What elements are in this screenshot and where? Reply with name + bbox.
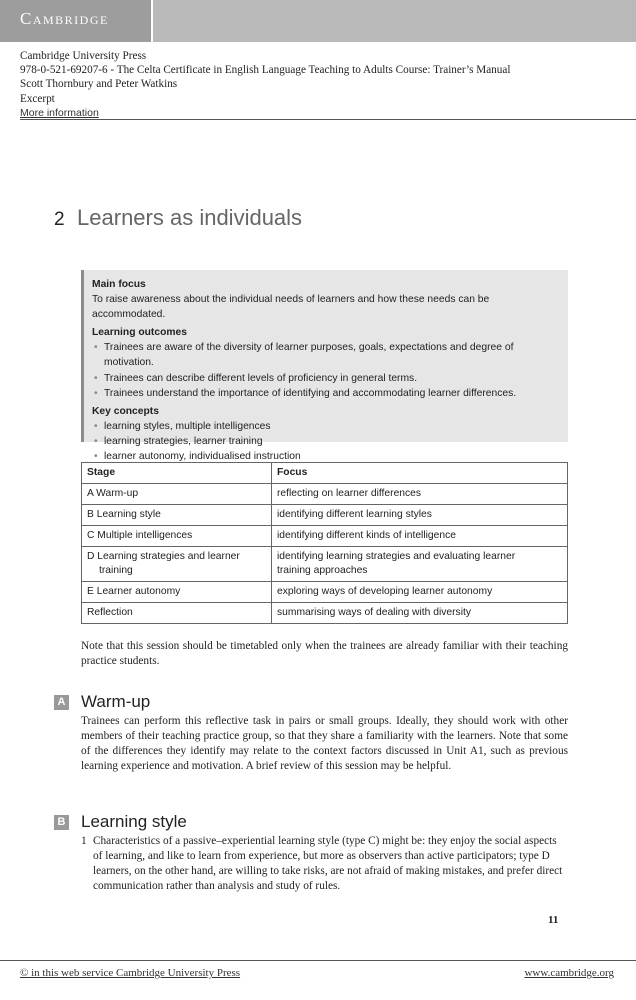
- chapter-title: Learners as individuals: [77, 205, 303, 230]
- more-information-link[interactable]: More information: [20, 106, 99, 119]
- main-focus-text: To raise awareness about the individual needs of learners and how these needs can be accommodated.: [92, 294, 490, 320]
- stage-cell: Reflection: [82, 603, 272, 624]
- website-link[interactable]: www.cambridge.org: [524, 967, 614, 979]
- focus-cell: summarising ways of dealing with diversity: [272, 603, 568, 624]
- table-row: [82, 526, 568, 547]
- header-divider: [20, 119, 636, 120]
- table-row: [82, 603, 568, 624]
- table-row: [82, 505, 568, 526]
- publisher-line: Cambridge University Press: [20, 50, 147, 62]
- outcomes-list: [92, 340, 560, 402]
- section-title: Learning style: [81, 812, 187, 831]
- stages-table: [81, 462, 568, 624]
- concepts-heading: Key concepts: [92, 405, 159, 417]
- main-focus-heading: Main focus: [92, 279, 146, 290]
- excerpt-line: Excerpt: [20, 92, 55, 105]
- logo-box: [0, 0, 153, 42]
- focus-cell: identifying different learning styles: [272, 505, 568, 526]
- list-item: • Trainees can describe different levels of proficiency in general terms.: [92, 371, 560, 386]
- table-row: [82, 582, 568, 603]
- focus-cell: [272, 547, 568, 582]
- isbn-title-line: 978-0-521-69207-6 - The Celta Certificate in English Language Teaching to Adults Course: Trainer’s Manual: [20, 64, 511, 77]
- header-bar: [0, 0, 636, 42]
- list-item: • learner autonomy, individualised instruction: [92, 449, 560, 464]
- focus-cell: exploring ways of developing learner autonomy: [272, 582, 568, 603]
- section-letter-badge: A: [54, 695, 69, 710]
- outcomes-heading: Learning outcomes: [92, 327, 187, 338]
- section-b-heading: [54, 812, 187, 832]
- table-row: [82, 547, 568, 582]
- concepts-list: [92, 419, 560, 465]
- list-item: • learning styles, multiple intelligences: [92, 419, 560, 434]
- section-b-item: [81, 834, 568, 894]
- focus-cell: reflecting on learner differences: [272, 484, 568, 505]
- stage-cell: [82, 547, 272, 582]
- authors-line: Scott Thornbury and Peter Watkins: [20, 78, 178, 91]
- stage-cell: A Warm-up: [82, 484, 272, 505]
- chapter-heading: [54, 205, 302, 231]
- list-item: • Trainees understand the importance of identifying and accommodating learner differences.: [92, 386, 560, 401]
- list-item: • learning strategies, learner training: [92, 434, 560, 449]
- focus-cell-line: identifying learning strategies and evaluating learner: [277, 551, 516, 562]
- table-header-row: [82, 463, 568, 484]
- stage-cell: B Learning style: [82, 505, 272, 526]
- stage-cell: C Multiple intelligences: [82, 526, 272, 547]
- list-item: • Trainees are aware of the diversity of learner purposes, goals, expectations and degree of motivation.: [92, 340, 560, 371]
- focus-cell-line: training approaches: [277, 565, 368, 576]
- stage-cell-line: training: [99, 565, 133, 576]
- stage-cell-line: D Learning strategies and learner: [87, 551, 240, 562]
- stage-cell: E Learner autonomy: [82, 582, 272, 603]
- page-number: 11: [548, 914, 559, 926]
- section-letter-badge: B: [54, 815, 69, 830]
- focus-header: Focus: [272, 463, 568, 484]
- chapter-number: 2: [54, 209, 65, 230]
- copyright-link[interactable]: © in this web service Cambridge University Press: [20, 967, 241, 979]
- section-title: Warm-up: [81, 692, 151, 711]
- section-a-heading: [54, 692, 150, 712]
- focus-cell: identifying different kinds of intelligence: [272, 526, 568, 547]
- cambridge-logo: Cambridge: [20, 9, 109, 28]
- publication-info: [20, 49, 510, 120]
- note-paragraph: Note that this session should be timetabled only when the trainees are already familiar with their teaching practice students.: [81, 640, 568, 667]
- focus-box: [81, 270, 568, 463]
- section-a-paragraph: Trainees can perform this reflective task in pairs or small groups. Ideally, they should work with other members of their teaching practice group, so that they share a familiarity with the learners. Note that some of the differences they identify may relate to the context factors discussed in Unit A1, such as previous learning experience and motivation. A brief review of this session may be helpful.: [81, 715, 568, 772]
- stage-header: Stage: [82, 463, 272, 484]
- item-number: 1: [81, 835, 87, 847]
- footer-divider: [0, 960, 636, 961]
- item-text: Characteristics of a passive–experiential learning style (type C) might be: they enjoy the social aspects of learning, and like to learn from experience, but more as observers than active participators; type D learners, on the other hand, are willing to take risks, are not afraid of making mistakes, and prefer direct communication rather than analysis and study of rules.: [93, 835, 563, 892]
- table-row: [82, 484, 568, 505]
